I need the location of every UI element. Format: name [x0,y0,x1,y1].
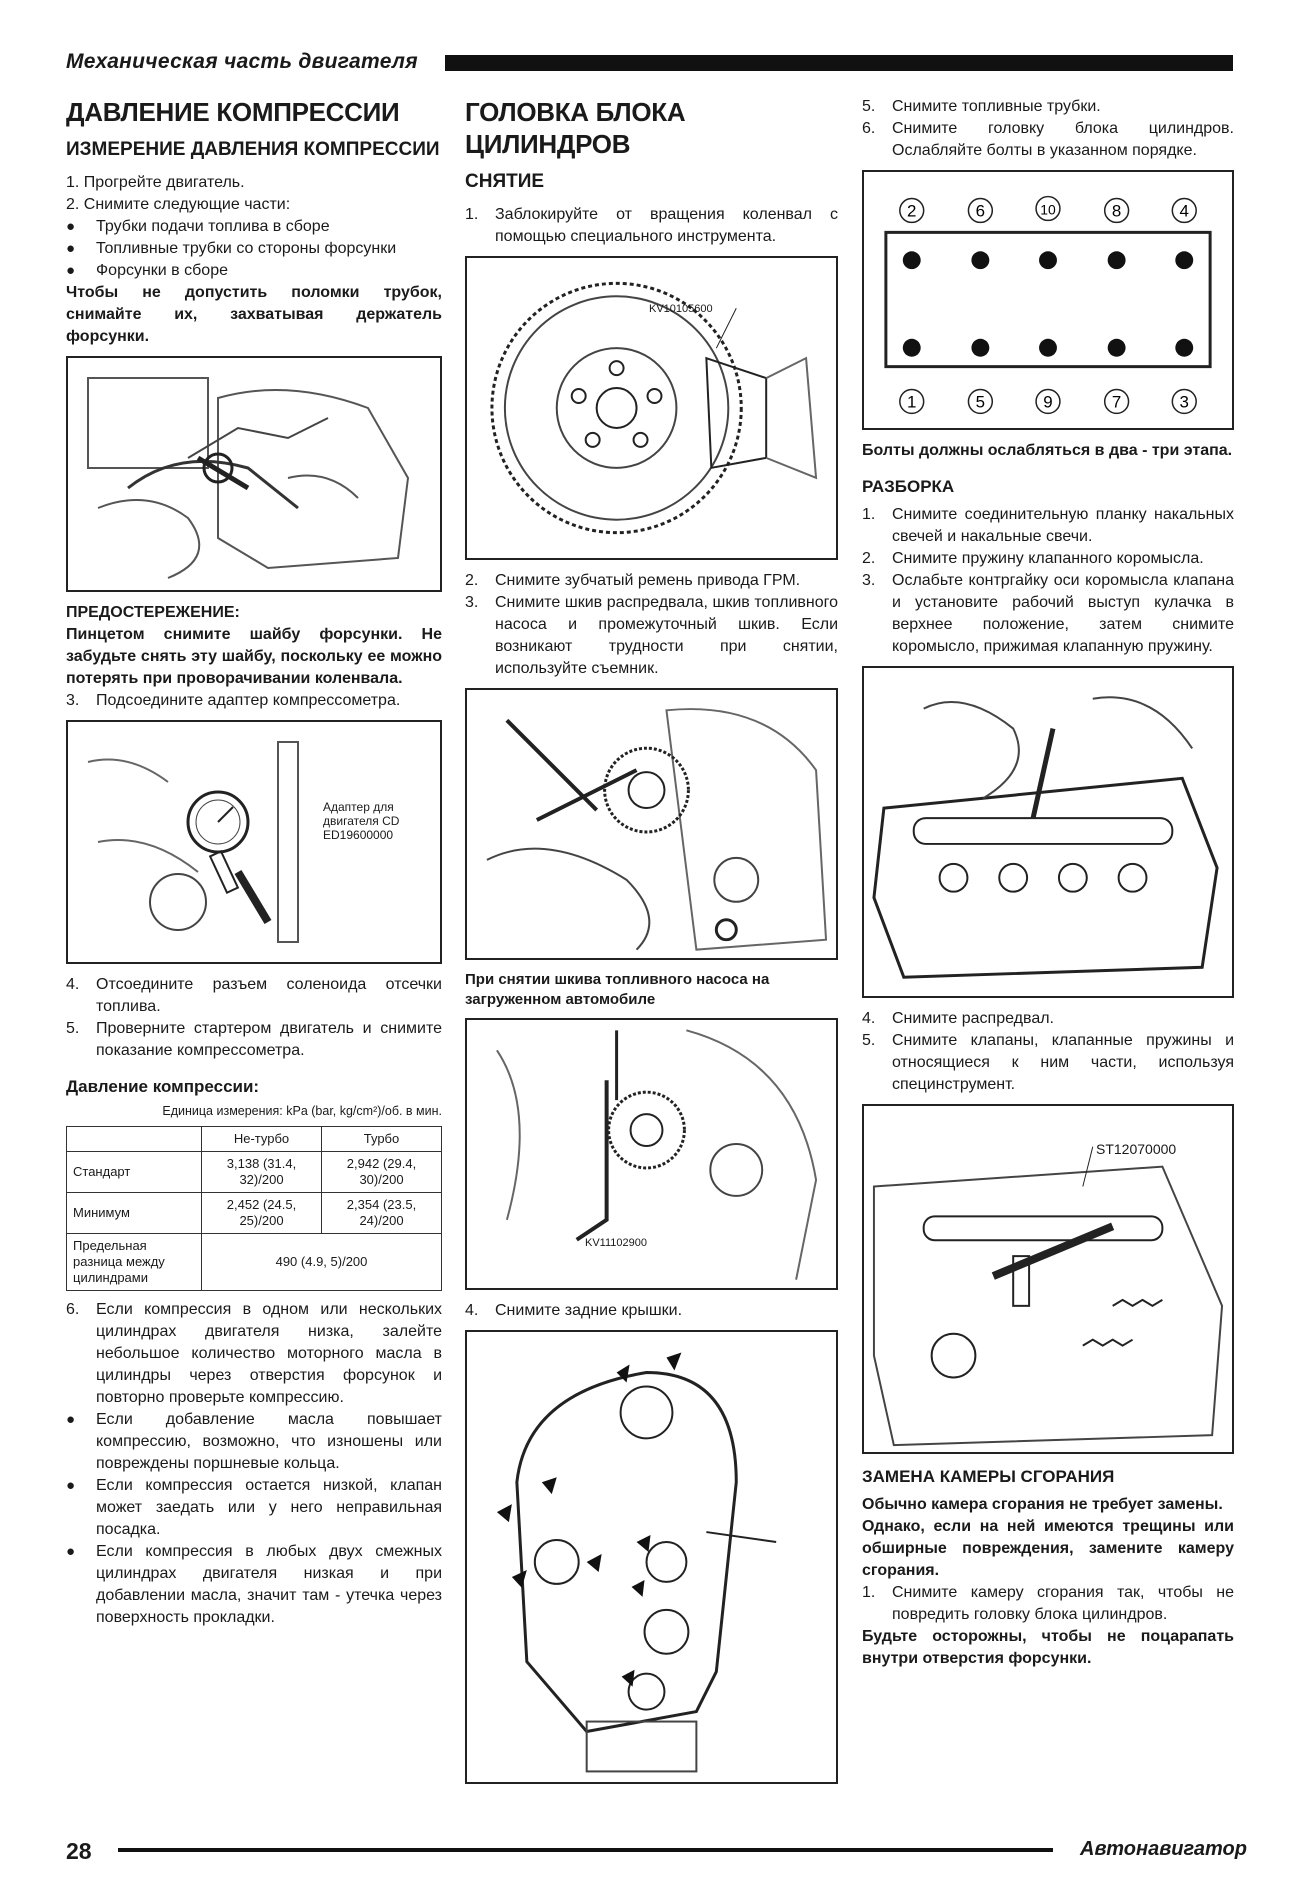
chamber-title: ЗАМЕНА КАМЕРЫ СГОРАНИЯ [862,1467,1115,1486]
header-cell: Турбо [322,1127,442,1152]
column-middle [465,96,838,1794]
cylinder-head-title: ГОЛОВКА БЛОКА ЦИЛИНДРОВ [465,97,686,159]
bolt-hole [971,339,989,357]
bolt-hole [1175,339,1193,357]
tool-label: KV10105600 [649,303,713,315]
bolt-hole [1108,251,1126,269]
compression-subtitle: ИЗМЕРЕНИЕ ДАВЛЕНИЯ КОМПРЕССИИ [66,139,440,160]
figure-injector-removal [66,356,442,592]
table-row [67,1152,442,1193]
step-4: 4. Отсоедините разъем соленоида отсечки топлива. [66,976,442,1015]
chamber-note-3: Будьте осторожны, чтобы не поцарапать внутри отверстия форсунки. [862,1628,1234,1667]
tool-label: KV11102900 [585,1237,647,1249]
figure-valve-spring [862,1104,1234,1454]
bolt-order-label: 4 [1179,201,1189,221]
table-header-row [67,1127,442,1152]
removal-subtitle: СНЯТИЕ [465,171,545,192]
step-3: 3. Снимите шкив распредвала, шкив топливного насоса и промежуточный шкив. Если возникают трудности при снятии, используйте съемник. [465,594,838,677]
step-d2: 2. Снимите пружину клапанного коромысла. [862,550,1204,567]
bolt-order-label: 2 [907,201,917,221]
rocker-illustration [864,668,1232,996]
chamber-note-2: Однако, если на ней имеются трещины или обширные повреждения, замените камеру сгорания. [862,1518,1234,1579]
list-item: ● Если компрессия в любых двух смежных цилиндрах двигателя низкая и при добавлении масла, значит там - утечка через поверхность прокладки. [66,1541,442,1629]
compression-title: ДАВЛЕНИЕ КОМПРЕССИИ [66,97,400,127]
figure-caption: При снятии шкива топливного насоса на загруженном автомобиле [465,971,770,1008]
table-cell: 3,138 (31.4, 32)/200 [202,1152,322,1193]
list-item: ● Если компрессия остается низкой, клапан может заедать или у него неправильная посадка. [66,1475,442,1541]
bold-note: Чтобы не допустить поломки трубок, снимайте их, захватывая держатель форсунки. [66,284,442,345]
step-6: 6. Если компрессия в одном или нескольких цилиндрах двигателя низка, залейте небольшое количество моторного масла в цилиндры через отверстия форсунок и повторно проверьте компрессию. [66,1301,442,1406]
bolt-order-label: 5 [975,392,986,412]
page-number: 28 [66,1838,92,1864]
bolt-order-label: 3 [1179,392,1189,412]
step-5: 5. Снимите топливные трубки. [862,98,1101,115]
step-6: 6. Снимите головку блока цилиндров. Ослабляйте болты в указанном порядке. [862,120,1234,159]
pump-pulley-illustration [467,1020,836,1288]
chamber-note-1: Обычно камера сгорания не требует замены. [862,1496,1223,1513]
compression-table [66,1126,442,1291]
caution-text: Пинцетом снимите шайбу форсунки. Не забудьте снять эту шайбу, поскольку ее можно потерять при проворачивании коленвала. [66,626,442,687]
table-row [67,1193,442,1234]
engine-illustration [68,358,440,590]
row-label: Стандарт [67,1152,202,1193]
disassembly-title: РАЗБОРКА [862,477,955,496]
bullet-icon: ● [66,262,76,279]
gauge-illustration [68,722,440,962]
step-1: 1. Заблокируйте от вращения коленвал с помощью специального инструмента. [465,206,838,245]
bolt-order-label: 6 [975,201,986,221]
bolt-hole [1175,251,1193,269]
bolt-order-label: 10 [1040,201,1056,218]
table-cell: 2,354 (23.5, 24)/200 [322,1193,442,1234]
figure-bolt-order [862,170,1234,430]
bullet-icon: ● [66,1411,76,1428]
step-d1: 1. Снимите соединительную планку накальных свечей и накальные свечи. [862,506,1234,545]
column-right [862,96,1234,1670]
figure-rocker-removal [862,666,1234,998]
bolt-note: Болты должны ослабляться в два - три этапа. [862,442,1233,459]
bolt-hole [903,251,921,269]
bolt-order-label: 8 [1111,201,1122,221]
row-label: Минимум [67,1193,202,1234]
step-2: 2. Снимите следующие части: [66,196,291,213]
bolt-order-diagram [864,172,1232,428]
list-item: ● Форсунки в сборе [66,260,442,282]
bolt-hole [1039,251,1057,269]
step-1: 1. Прогрейте двигатель. [66,174,245,191]
adapter-label: Адаптер для двигателя CD ED19600000 [323,800,400,842]
step-d4: 4. Снимите распредвал. [862,1010,1054,1027]
figure-rear-covers [465,1330,838,1784]
step-d3: 3. Ослабьте контргайку оси коромысла клапана и установите рабочий выступ кулачка в верхнее положение, затем снимите коромысло, прижимая клапанную пружину. [862,572,1234,655]
bullet-icon: ● [66,1477,76,1494]
header-bar [445,55,1233,71]
section-header-title: Механическая часть двигателя [66,50,418,73]
step-3: 3. Подсоедините адаптер компрессометра. [66,692,401,709]
bullet-icon: ● [66,218,76,235]
step-4: 4. Снимите задние крышки. [465,1302,683,1319]
table-cell: 490 (4.9, 5)/200 [202,1234,442,1291]
puller-illustration [467,690,836,958]
row-label: Предельная разница между цилиндрами [67,1234,202,1291]
footer-brand: Автонавигатор [1080,1838,1247,1860]
step-d5: 5. Снимите клапаны, клапанные пружины и относящиеся к ним части, используя специнструмент. [862,1032,1234,1093]
list-item: ● Если добавление масла повышает компрессию, возможно, что изношены или повреждены поршневые кольца. [66,1409,442,1475]
figure-pump-pulley [465,1018,838,1290]
list-item: ● Топливные трубки со стороны форсунки [66,238,442,260]
bolt-order-label: 7 [1111,392,1122,412]
bullet-icon: ● [66,240,76,257]
bolt-hole [971,251,989,269]
figure-flywheel [465,256,838,560]
bolt-order-label: 1 [907,392,917,412]
tool-label: ST12070000 [1096,1141,1177,1157]
figure-compression-gauge [66,720,442,964]
step-5: 5. Проверните стартером двигатель и снимите показание компрессометра. [66,1020,442,1059]
rear-covers-illustration [467,1332,836,1782]
table-cell: 2,452 (24.5, 25)/200 [202,1193,322,1234]
table-units: Единица измерения: kPa (bar, kg/cm²)/об. в мин. [162,1104,442,1118]
caution-title: ПРЕДОСТЕРЕЖЕНИЕ: [66,604,240,621]
column-left [66,96,442,1629]
step-2: 2. Снимите зубчатый ремень привода ГРМ. [465,572,801,589]
bullet-icon: ● [66,1543,76,1560]
figure-pulley-puller [465,688,838,960]
header-cell: Не-турбо [202,1127,322,1152]
step-c1: 1. Снимите камеру сгорания так, чтобы не повредить головку блока цилиндров. [862,1584,1234,1623]
valve-spring-illustration [864,1106,1232,1452]
bolt-hole [903,339,921,357]
bolt-hole [1108,339,1126,357]
table-row [67,1234,442,1291]
table-cell: 2,942 (29.4, 30)/200 [322,1152,442,1193]
footer-rule [118,1848,1053,1852]
table-title: Давление компрессии: [66,1077,260,1096]
list-item: ● Трубки подачи топлива в сборе [66,216,442,238]
bolt-order-label: 9 [1043,392,1053,412]
bolt-hole [1039,339,1057,357]
